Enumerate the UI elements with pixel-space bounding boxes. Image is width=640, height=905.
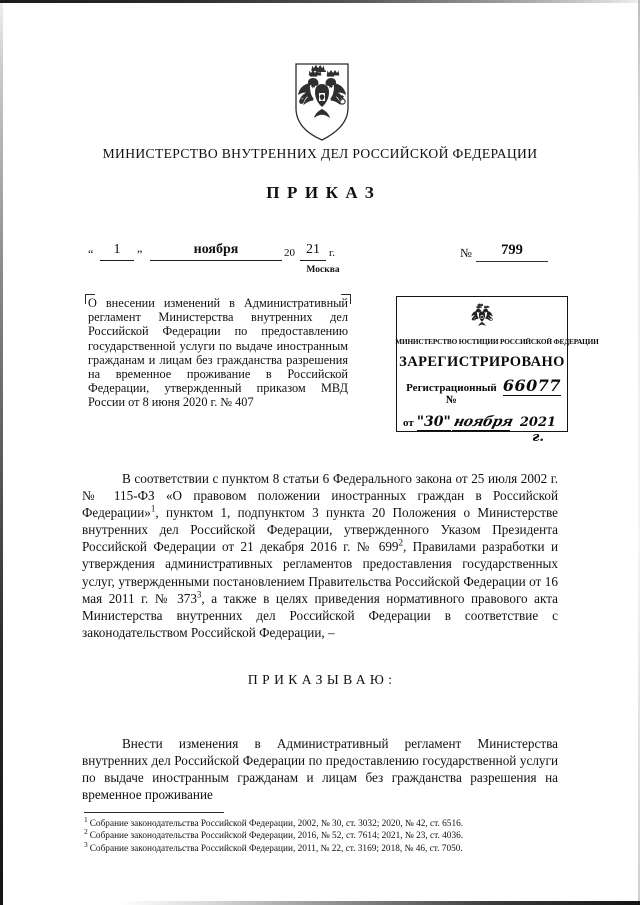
footnote-list: [84, 814, 554, 855]
stamp-date-year: 2021 г.: [519, 415, 557, 445]
body-paragraph-two: Внести изменения в Административный регламент Министерства внутренних дел Российской Федерации по предоставлению государственной услуги по выдаче иностранным гражданам и лицам без гражданства разрешения на временное проживание: [82, 736, 558, 803]
stamp-registration-line: [397, 378, 567, 406]
footnote-marker: 2: [84, 827, 88, 837]
year-prefix: 20: [284, 247, 295, 259]
subject-block: [88, 296, 348, 410]
order-verb-heading: ПРИКАЗЫВАЮ:: [247, 672, 397, 687]
stamp-date-prefix: от: [403, 417, 414, 429]
body-paragraph-one: В соответствии с пунктом 8 статьи 6 Федерального закона от 25 июля 2002 г. № 115-ФЗ «О правовом положении иностранных граждан в Российской Федерации»$^1$, пунктом 1, подпунктом 3 пункта 20 Положения о Министерстве внутренних дел Российской Федерации, утвержденного Указом Президента Российской Федерации от 21 декабря 2016 г. № $699^2$, Правилами разработки и утверждения административных регламентов предоставления государственных услуг, утвержденными постановлением Правительства Российской Федерации от 16 мая 2011 г. № $373^3$, а также в целях приведения нормативного правового акта Министерства внутренних дел Российской Федерации в соответствие с законодательством Российской Федерации, –: [82, 471, 558, 640]
subject-text: О внесении изменений в Административный регламент Министерства внутренних дел Российской Федерации по предоставлению государственной услуги по выдаче иностранным гражданам и лицам без гражданства разрешения на временное проживание в Российской Федерации, утвержденный приказом МВД России от 8 июня 2020 г. № 407: [88, 296, 348, 410]
footnote-text: Собрание законодательства Российской Федерации, 2016, № 52, ст. 7614; 2021, № 23, ст. 4036.: [89, 831, 464, 842]
date-day-field[interactable]: 1: [100, 242, 134, 261]
footnote-item: [84, 814, 554, 830]
russian-coat-of-arms-icon: [292, 62, 352, 142]
date-month-field[interactable]: ноября: [150, 242, 282, 261]
footnote-text: Собрание законодательства Российской Федерации, 2002, № 30, ст. 3032; 2020, № 42, ст. 6516.: [89, 819, 464, 829]
quote-close: ”: [137, 247, 143, 261]
subject-corner-top-right: [341, 294, 351, 304]
stamp-coat-of-arms-icon: [467, 302, 497, 336]
footnote-marker: 3: [84, 839, 88, 849]
number-label: №: [460, 246, 472, 260]
stamp-title: ЗАРЕГИСТРИРОВАНО: [399, 354, 565, 370]
footnote-marker: 1: [84, 814, 88, 824]
stamp-organization: МИНИСТЕРСТВО ЮСТИЦИИ РОССИЙСКОЙ ФЕДЕРАЦИИ: [395, 338, 599, 346]
stamp-registration-number: 66077: [502, 376, 561, 395]
order-number-field[interactable]: 799: [476, 242, 548, 262]
year-suffix: г.: [329, 247, 336, 259]
footnote-item: [84, 827, 554, 842]
stamp-date-day: "30": [416, 414, 451, 430]
footnote-separator: [84, 812, 224, 813]
stamp-registration-label: Регистрационный №: [406, 382, 497, 406]
order-heading: ПРИКАЗ: [266, 183, 382, 202]
page-title: МИНИСТЕРСТВО ВНУТРЕННИХ ДЕЛ РОССИЙСКОЙ ФЕДЕРАЦИИ: [102, 146, 538, 161]
subject-corner-top-left: [85, 294, 95, 304]
stamp-date-month: ноября: [451, 414, 515, 430]
stamp-date-line: [397, 414, 567, 445]
registration-stamp: [395, 296, 599, 445]
city-label: Москва: [306, 265, 340, 275]
date-year-field[interactable]: 21: [300, 242, 326, 261]
quote-open: “: [88, 247, 94, 261]
footnote-text: Собрание законодательства Российской Федерации, 2011, № 22, ст. 3169; 2018, № 46, ст. 7050.: [89, 843, 463, 854]
dateline: [88, 242, 558, 275]
footnote-item: [84, 839, 554, 855]
